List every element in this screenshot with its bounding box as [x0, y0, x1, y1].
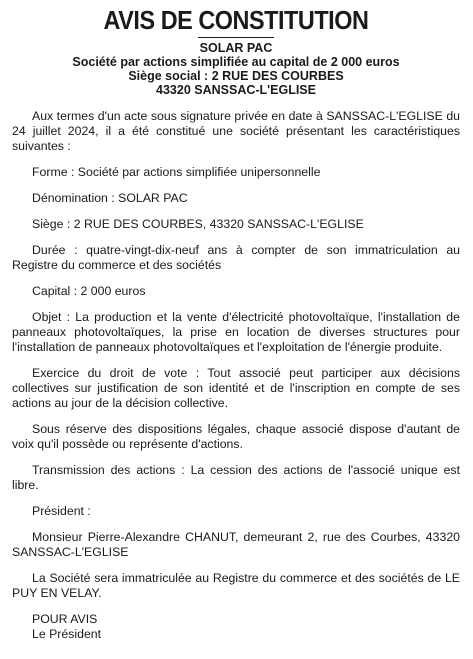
intro-paragraph: Aux termes d'un acte sous signature privée en date à SANSSAC-L'EGLISE du 24 juillet 2024, il a été constitué une société présentant les caractéristiques suivantes : — [12, 109, 460, 153]
company-header — [12, 41, 460, 97]
voix-paragraph: Sous réserve des dispositions légales, chaque associé dispose d'autant de voix qu'il possède ou représente d'actions. — [12, 422, 460, 451]
president-label: Président : — [32, 504, 91, 518]
company-city: 43320 SANSSAC-L'EGLISE — [156, 83, 316, 97]
objet-paragraph: Objet : La production et la vente d'électricité photovoltaïque, l'installation de panneaux photovoltaïques, la prise en location de diverses structures pour l'installation de panneaux photovoltaïques et l'exploitation de l'énergie produite. — [12, 310, 460, 354]
company-name: SOLAR PAC — [199, 41, 273, 55]
president-paragraph: Monsieur Pierre-Alexandre CHANUT, demeurant 2, rue des Courbes, 43320 SANSSAC-L'EGLISE — [12, 530, 460, 559]
transmission-paragraph: Transmission des actions : La cession des actions de l'associé unique est libre. — [12, 463, 460, 492]
siege-paragraph: Siège : 2 RUE DES COURBES, 43320 SANSSAC-L'EGLISE — [32, 217, 364, 231]
signature-block — [12, 612, 460, 642]
company-seat: Siège social : 2 RUE DES COURBES — [128, 69, 344, 83]
company-form-capital: Société par actions simplifiée au capital de 2 000 euros — [72, 55, 400, 69]
notice-title: AVIS DE CONSTITUTION — [103, 5, 369, 35]
denomination-paragraph: Dénomination : SOLAR PAC — [32, 191, 188, 205]
duree-paragraph: Durée : quatre-vingt-dix-neuf ans à compter de son immatriculation au Registre du commerce et des sociétés — [12, 243, 460, 272]
immatriculation-paragraph: La Société sera immatriculée au Registre du commerce et des sociétés de LE PUY EN VELAY. — [12, 571, 460, 600]
signature-pour-avis: POUR AVIS — [32, 612, 98, 626]
capital-paragraph: Capital : 2 000 euros — [32, 284, 146, 298]
title-underline — [198, 37, 274, 38]
vote-paragraph: Exercice du droit de vote : Tout associé peut participer aux décisions collectives sur justification de son identité et de l'inscription en compte de ses actions au jour de la décision collective. — [12, 366, 460, 410]
forme-paragraph: Forme : Société par actions simplifiée unipersonnelle — [32, 165, 321, 179]
signature-president: Le Président — [32, 627, 102, 641]
